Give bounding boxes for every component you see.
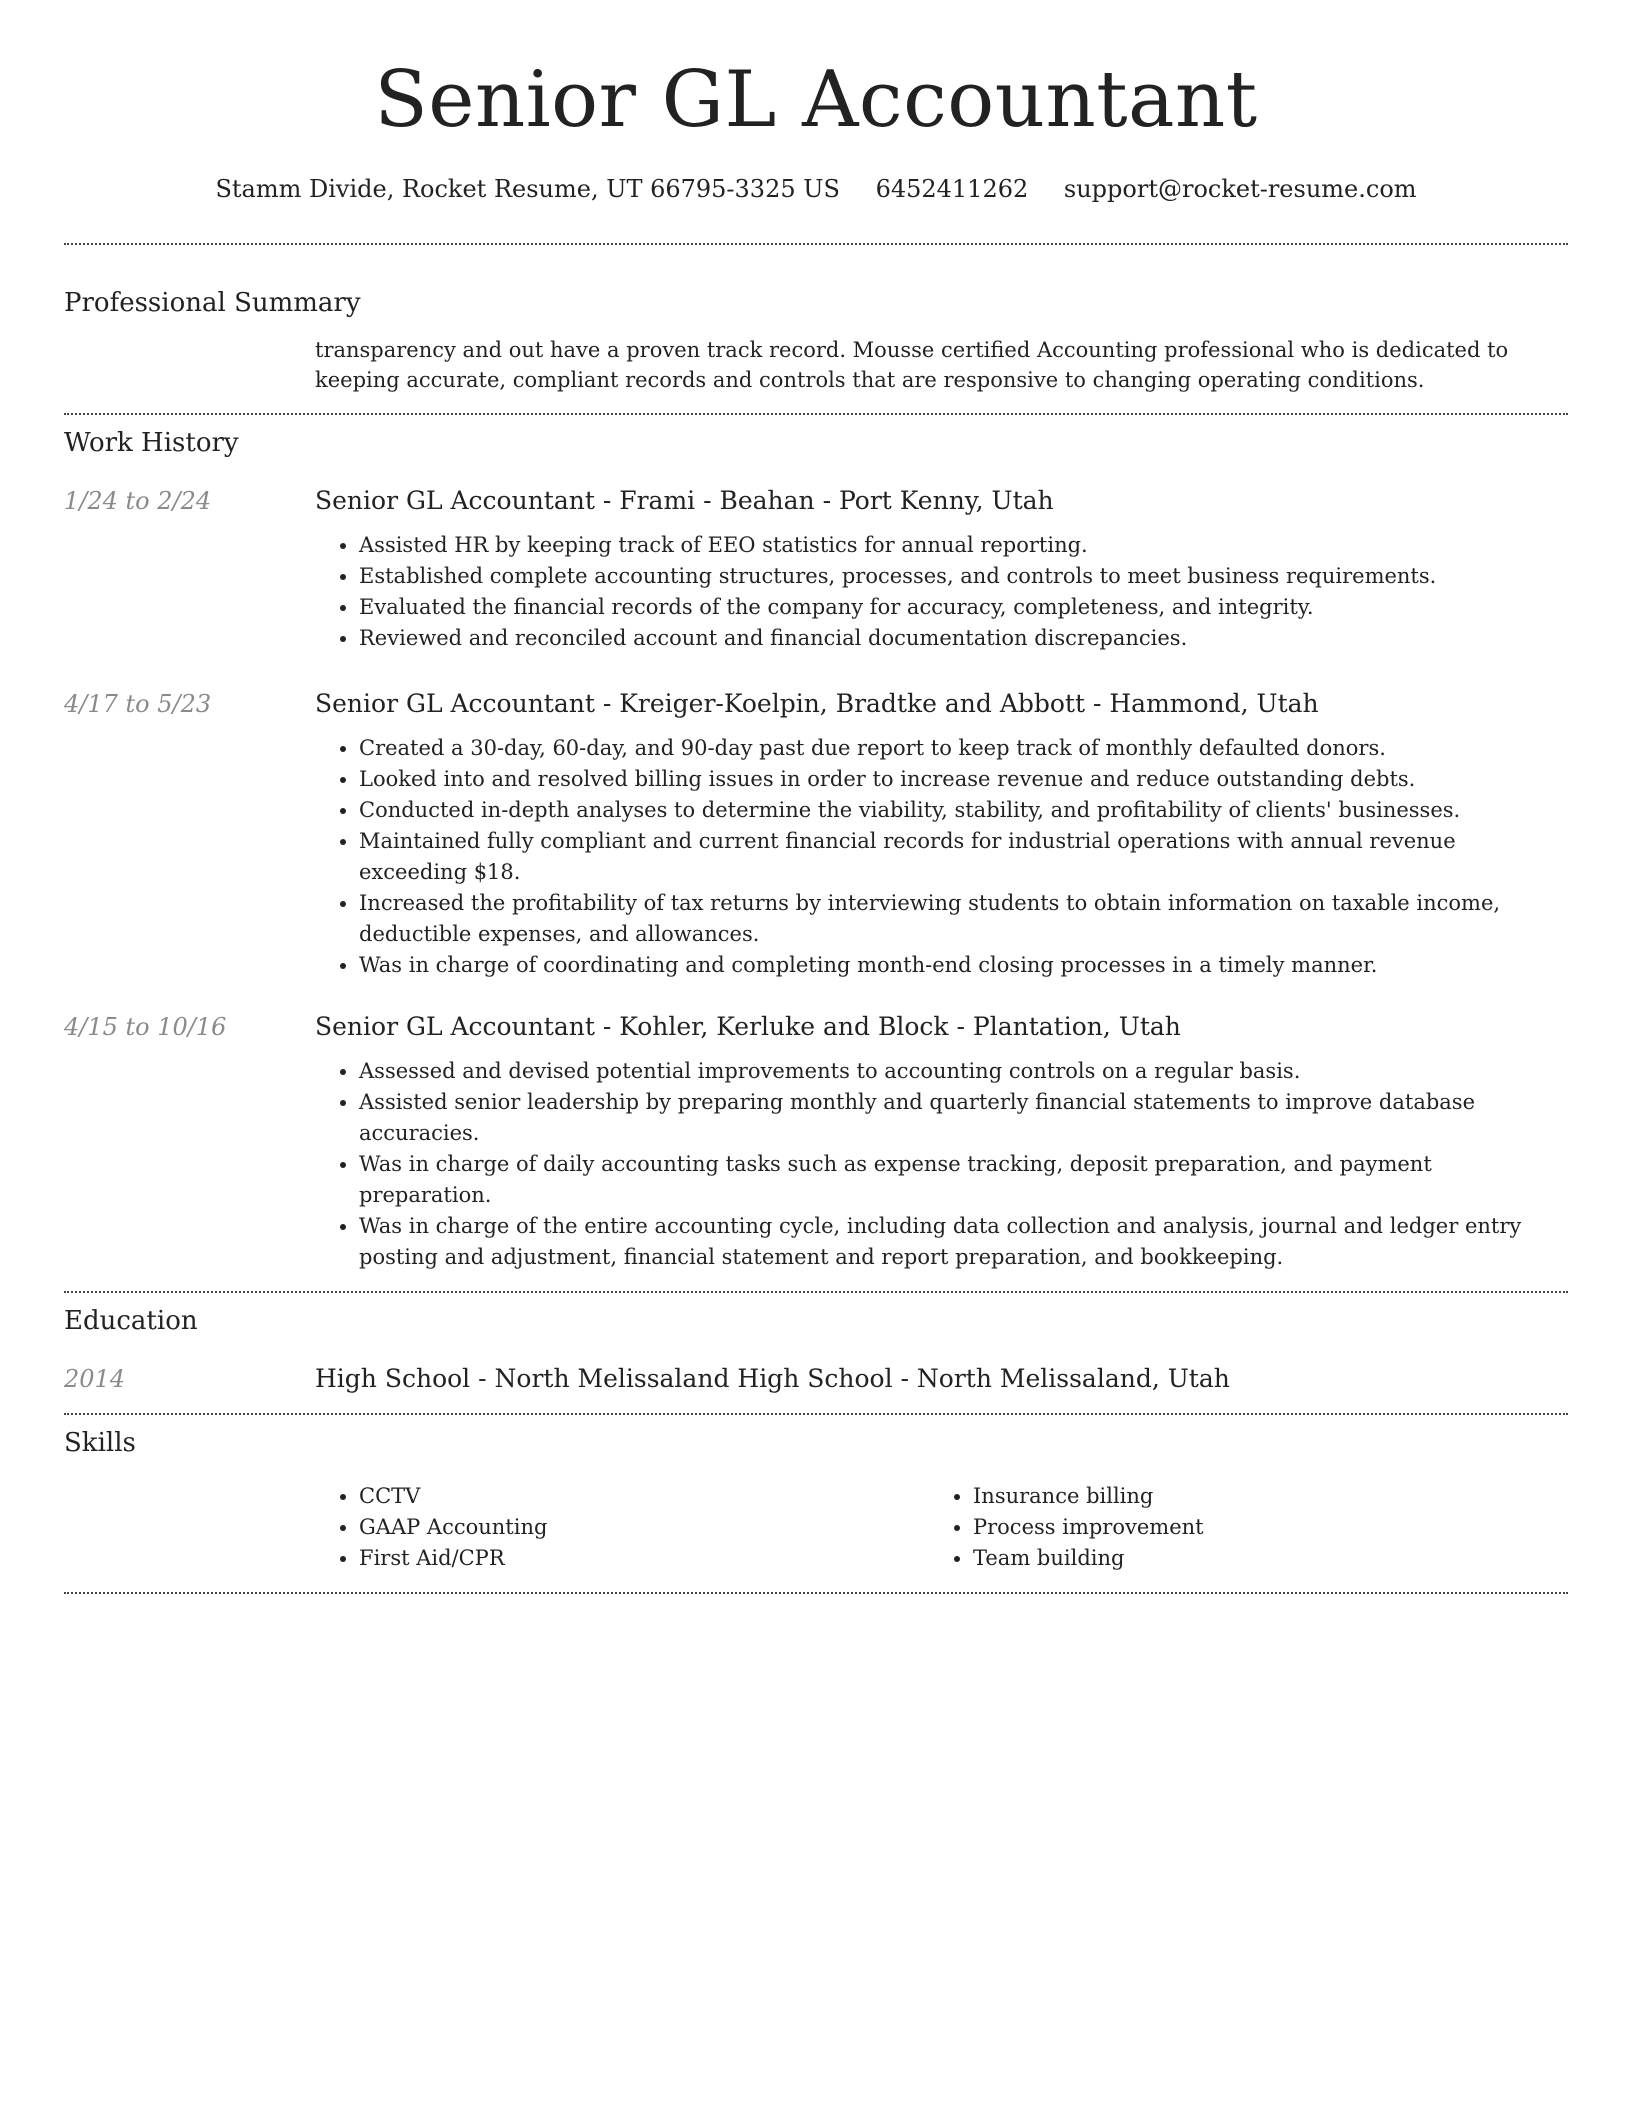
job-entry (64, 1011, 1568, 1273)
job-entry (64, 485, 1568, 654)
job-bullet: • Was in charge of daily accounting tasks such as expense tracking, deposit preparation, and payment preparation. (359, 1149, 1568, 1211)
job-bullet: • Assisted senior leadership by preparing monthly and quarterly financial statements to improve database accuracies. (359, 1087, 1568, 1149)
job-bullet: • Reviewed and reconciled account and financial documentation discrepancies. (359, 623, 1568, 654)
job-bullet: • Increased the profitability of tax returns by interviewing students to obtain information on taxable income, deductible expenses, and allowances. (359, 888, 1568, 950)
job-bullets (315, 733, 1568, 981)
job-bullet: • Looked into and resolved billing issues in order to increase revenue and reduce outstanding debts. (359, 764, 1568, 795)
job-bullet: • Was in charge of the entire accounting cycle, including data collection and analysis, journal and ledger entry posting and adjustment, financial statement and report preparation, and bookkeeping. (359, 1211, 1568, 1273)
job-details (315, 1011, 1568, 1273)
section-title-work: Work History (64, 428, 239, 458)
job-title: Senior GL Accountant - Frami - Beahan - Port Kenny, Utah (315, 486, 1054, 515)
job-title: Senior GL Accountant - Kreiger-Koelpin, Bradtke and Abbott - Hammond, Utah (315, 689, 1319, 718)
candidate-name: Senior GL Accountant (374, 55, 1258, 145)
job-details (315, 688, 1568, 981)
skills-row (64, 1481, 1568, 1574)
job-entry (64, 688, 1568, 981)
section-divider (64, 413, 1568, 415)
job-details (315, 485, 1568, 654)
education-entry (64, 1363, 1568, 1395)
summary-text: transparency and out have a proven track record. Mousse certified Accounting professional who is dedicated to keeping accurate, compliant records and controls that are responsive to changing operating conditions. (315, 338, 1509, 392)
section-title-education: Education (64, 1306, 198, 1336)
summary-spacer (64, 335, 315, 395)
contact-line (64, 174, 1568, 204)
skill-item: • CCTV (359, 1481, 929, 1512)
contact-phone: 6452411262 (875, 175, 1029, 203)
job-bullet: • Assisted HR by keeping track of EEO statistics for annual reporting. (359, 530, 1568, 561)
job-bullet: • Evaluated the financial records of the company for accuracy, completeness, and integrity. (359, 592, 1568, 623)
section-title-summary: Professional Summary (64, 288, 361, 318)
job-bullets (315, 1056, 1568, 1273)
skill-item: • Insurance billing (973, 1481, 1543, 1512)
education-school: High School - North Melissaland High School - North Melissaland, Utah (315, 1364, 1230, 1393)
job-bullet: • Was in charge of coordinating and completing month-end closing processes in a timely manner. (359, 950, 1568, 981)
skill-item: • First Aid/CPR (359, 1543, 929, 1574)
section-divider (64, 1413, 1568, 1415)
education-year: 2014 (64, 1365, 126, 1393)
job-title: Senior GL Accountant - Kohler, Kerluke and Block - Plantation, Utah (315, 1012, 1181, 1041)
skills-spacer (64, 1481, 315, 1574)
section-title-skills: Skills (64, 1428, 136, 1458)
resume-page (64, 0, 1568, 1594)
job-bullet: • Created a 30-day, 60-day, and 90-day past due report to keep track of monthly defaulted donors. (359, 733, 1568, 764)
skill-item: • Team building (973, 1543, 1543, 1574)
skills-list-right (929, 1481, 1543, 1574)
section-divider (64, 1291, 1568, 1293)
skill-item: • GAAP Accounting (359, 1512, 929, 1543)
job-bullet: • Maintained fully compliant and current financial records for industrial operations with annual revenue exceeding $18. (359, 826, 1568, 888)
skill-item: • Process improvement (973, 1512, 1543, 1543)
job-bullet: • Assessed and devised potential improvements to accounting controls on a regular basis. (359, 1056, 1568, 1087)
summary-row (64, 335, 1568, 395)
skills-list-left (315, 1481, 929, 1574)
job-bullet: • Conducted in-depth analyses to determine the viability, stability, and profitability of clients' businesses. (359, 795, 1568, 826)
contact-address: Stamm Divide, Rocket Resume, UT 66795-3325 US (215, 175, 840, 203)
skills-columns (315, 1481, 1568, 1574)
job-dates: 4/15 to 10/16 (64, 1013, 227, 1041)
job-dates: 4/17 to 5/23 (64, 690, 212, 718)
job-bullets (315, 530, 1568, 654)
contact-email: support@rocket-resume.com (1063, 175, 1417, 203)
job-dates: 1/24 to 2/24 (64, 487, 212, 515)
job-bullet: • Established complete accounting structures, processes, and controls to meet business requirements. (359, 561, 1568, 592)
section-divider (64, 1592, 1568, 1594)
section-divider (64, 243, 1568, 245)
education-details (315, 1363, 1568, 1395)
